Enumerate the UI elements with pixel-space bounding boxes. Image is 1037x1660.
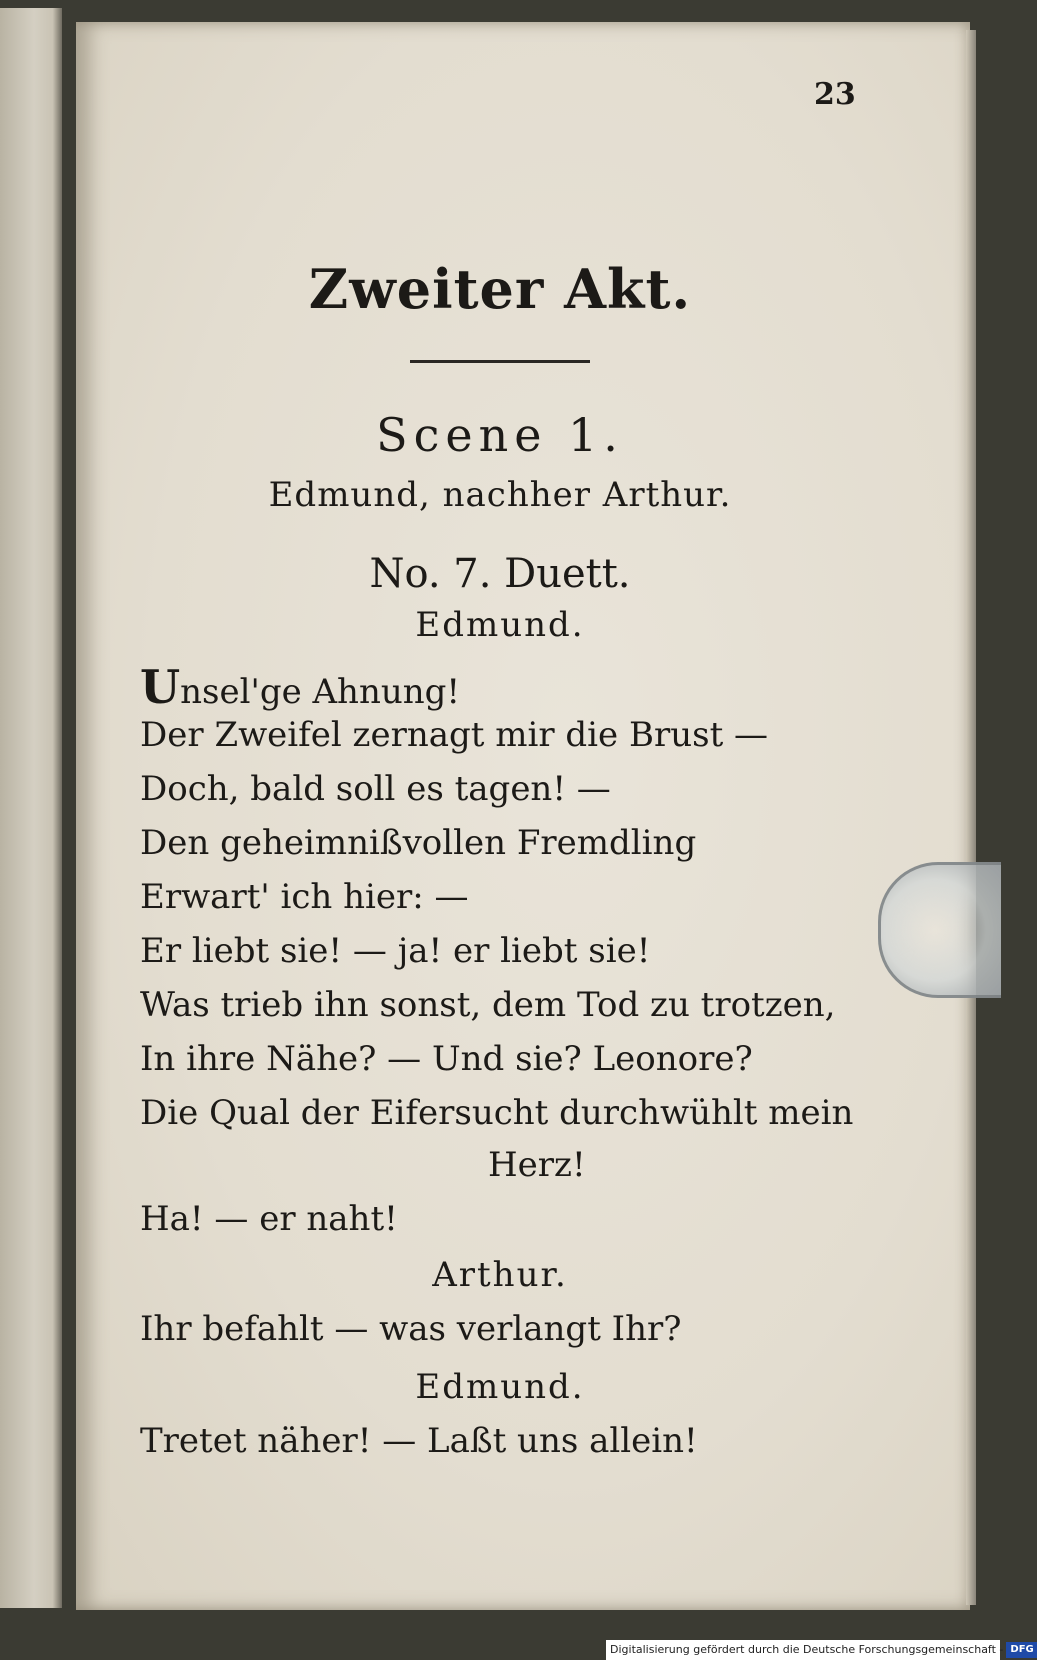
verse-line: Erwart' ich hier: — — [140, 877, 469, 917]
right-page-edge — [966, 30, 976, 1605]
verse-line: Der Zweifel zernagt mir die Brust — — [140, 715, 769, 755]
left-page-edge — [0, 8, 62, 1608]
scene-title: Scene 1. — [376, 408, 624, 462]
act-title: Zweiter Akt. — [308, 257, 692, 321]
verse-line: Ha! — er naht! — [140, 1199, 398, 1239]
speaker-name: Arthur. — [432, 1255, 568, 1295]
verse-line: Er liebt sie! — ja! er liebt sie! — [140, 931, 651, 971]
musical-number-title: No. 7. Duett. — [369, 551, 631, 597]
verse-line: Unsel'ge Ahnung! — [140, 660, 461, 714]
verse-line: In ihre Nähe? — Und sie? Leonore? — [140, 1039, 753, 1079]
verse-line: Doch, bald soll es tagen! — — [140, 769, 611, 809]
title-rule — [410, 360, 590, 363]
digitization-credit — [606, 1640, 1034, 1660]
verse-line: Ihr befahlt — was verlangt Ihr? — [140, 1309, 682, 1349]
page-weight-glass — [878, 862, 1001, 998]
verse-line: Die Qual der Eifersucht durchwühlt mein — [140, 1093, 854, 1133]
scene-characters: Edmund, nachher Arthur. — [268, 475, 732, 515]
page-number: 23 — [814, 77, 856, 112]
verse-line: Was trieb ihn sonst, dem Tod zu trotzen, — [140, 985, 836, 1025]
credit-text: Digitalisierung gefördert durch die Deutsche Forschungsgemeinschaft - — [610, 1643, 1004, 1656]
speaker-name: Edmund. — [415, 1367, 585, 1407]
verse-line: Den geheimnißvollen Fremdling — [140, 823, 697, 863]
speaker-name: Edmund. — [415, 605, 585, 645]
verse-line-continuation: Herz! — [488, 1145, 586, 1185]
dfg-logo-icon: DFG — [1006, 1642, 1036, 1658]
verse-line: Tretet näher! — Laßt uns allein! — [140, 1421, 698, 1461]
